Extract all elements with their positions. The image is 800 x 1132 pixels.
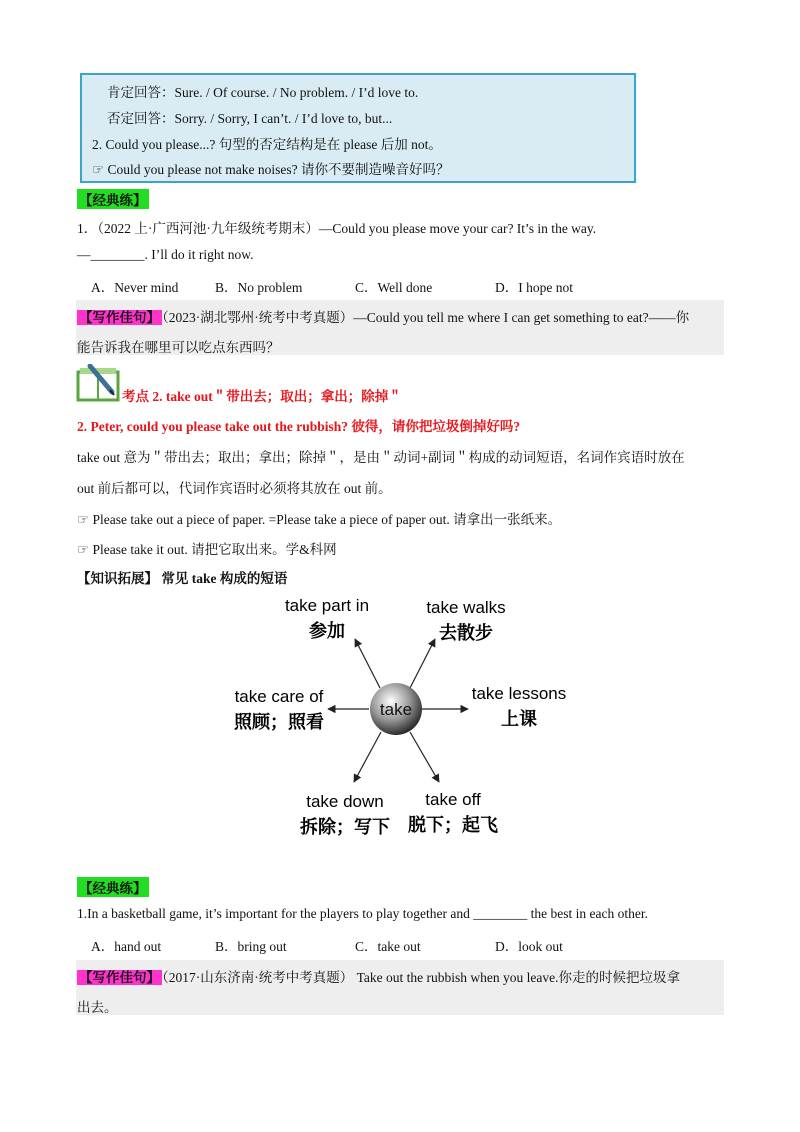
practice2-tag: 【经典练】 — [77, 877, 149, 897]
phrase-take-off: take off — [425, 790, 481, 809]
writing2-line2: 出去。 — [77, 1000, 118, 1015]
negative-answers: 否定回答：Sorry. / Sorry, I can’t. / I’d love to, but... — [107, 111, 393, 126]
writing2-tag: 【写作佳句】 — [79, 970, 160, 985]
notebook-pen-icon — [76, 364, 122, 404]
option-a: A．Never mind — [91, 280, 179, 295]
phrase-take-part-in: take part in — [284, 596, 370, 615]
phrase-take-care-of-zh: 照顾；照看 — [234, 712, 324, 732]
negative-structure-note: 2. Could you please...? 句型的否定结构是在 please 后加 not。 — [92, 137, 442, 152]
writing-tag: 【写作佳句】 — [79, 310, 160, 325]
kaodian-sentence: 2. Peter, could you please take out the rubbish? 彼得，请你把垃圾倒掉好吗? — [77, 419, 521, 434]
writing-line1 — [77, 306, 689, 326]
practice2-question: 1.In a basketball game, it’s important for the players to play together and ________ the best in each other. — [77, 906, 648, 921]
arrow-down-left — [354, 732, 381, 782]
option2-a: A．hand out — [91, 939, 162, 954]
phrase-take-walks: take walks — [426, 598, 506, 617]
option2-c: C．take out — [355, 939, 421, 954]
phrase-take-part-in-zh: 参加 — [309, 621, 345, 641]
center-label: take — [379, 700, 413, 719]
phrase-take-care-of: take care of — [234, 687, 324, 706]
arrow-up-right — [410, 639, 435, 688]
explain-line1: take out 意为＂带出去；取出；拿出；除掉＂，是由＂动词+副词＂构成的动词短语，名词作宾语时放在 — [77, 450, 685, 465]
phrase-take-walks-zh: 去散步 — [439, 623, 493, 643]
practice-tag: 【经典练】 — [77, 189, 149, 209]
writing2-text: （2017·山东济南·统考中考真题） Take out the rubbish when you leave.你走的时候把垃圾拿 — [162, 970, 680, 985]
example-2: ☞ Please take it out. 请把它取出来。学&科网 — [77, 542, 337, 557]
option2-d: D．look out — [495, 939, 563, 954]
arrow-down-right — [410, 732, 439, 782]
practice-question: 1．（2022 上·广西河池·九年级统考期末）—Could you please move your car? It’s in the way. — [77, 221, 597, 236]
phrase-take-lessons: take lessons — [471, 684, 567, 703]
writing-text: （2023·湖北鄂州·统考中考真题）—Could you tell me where I can get something to eat?——你 — [162, 310, 690, 325]
explain-line2: out 前后都可以，代词作宾语时必须将其放在 out 前。 — [77, 481, 392, 496]
kaodian-title: 考点 2. take out＂带出去；取出；拿出；除掉＂ — [122, 389, 402, 404]
arrow-up-left — [355, 639, 380, 688]
option-d: D．I hope not — [495, 280, 573, 295]
phrase-take-off-zh: 脱下；起飞 — [408, 815, 498, 835]
practice-answer-line: —________. I’ll do it right now. — [77, 247, 254, 262]
writing-line2: 能告诉我在哪里可以吃点东西吗？ — [77, 340, 280, 355]
phrase-take-down-zh: 拆除；写下 — [300, 817, 390, 837]
phrase-take-down: take down — [306, 792, 384, 811]
phrase-take-lessons-zh: 上课 — [501, 709, 537, 729]
positive-answers: 肯定回答：Sure. / Of course. / No problem. / I’d love to. — [107, 85, 419, 100]
writing2-line1 — [77, 966, 680, 986]
option2-b: B．bring out — [215, 939, 287, 954]
take-phrases-diagram — [225, 585, 585, 845]
example-1: ☞ Please take out a piece of paper. =Please take a piece of paper out. 请拿出一张纸来。 — [77, 512, 562, 527]
example-sentence: ☞ Could you please not make noises? 请你不要制造噪音好吗？ — [92, 162, 450, 177]
option-b: B．No problem — [215, 280, 303, 295]
extend-title: 【知识拓展】 常见 take 构成的短语 — [77, 571, 288, 586]
option-c: C．Well done — [355, 280, 433, 295]
